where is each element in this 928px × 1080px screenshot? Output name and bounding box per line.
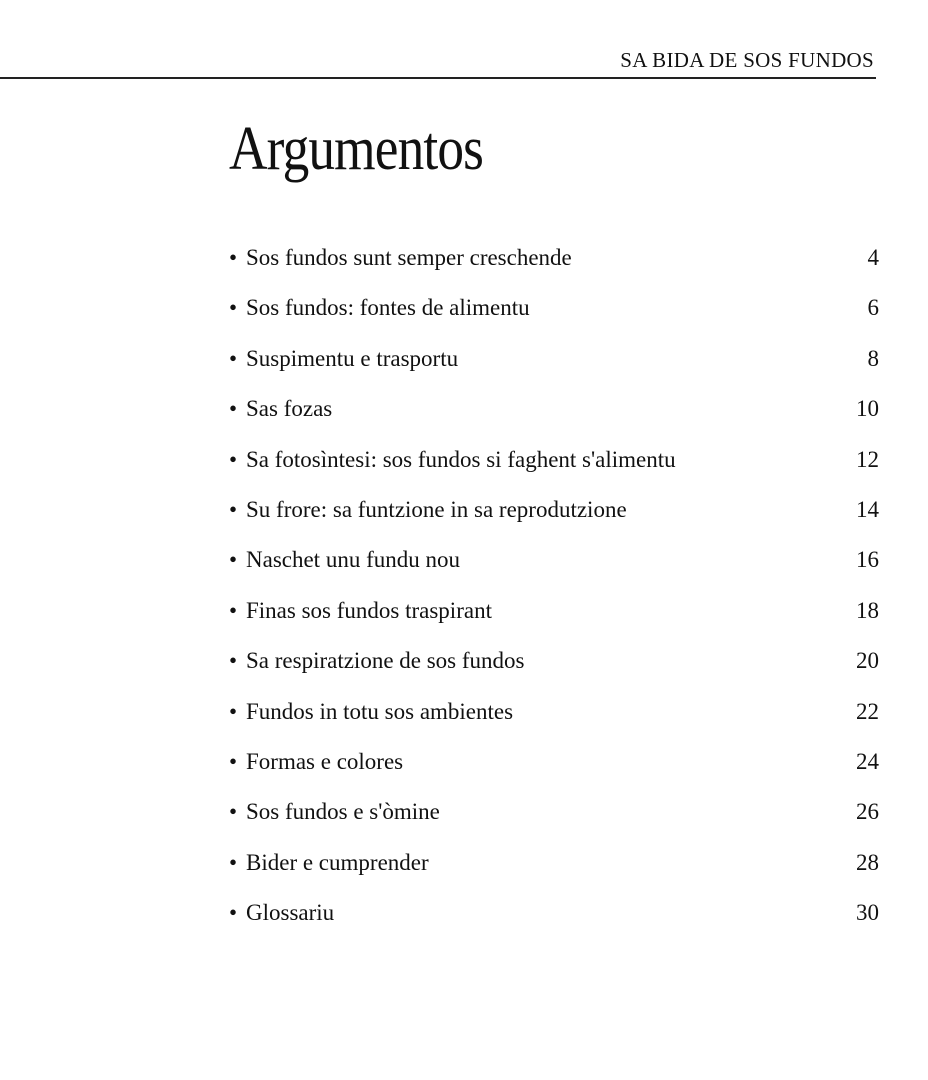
toc-entry-page: 24 xyxy=(856,748,879,774)
toc-entry-label xyxy=(229,490,627,530)
toc-entry-label xyxy=(229,238,572,278)
toc-entry-label xyxy=(229,339,458,379)
toc-entry-6[interactable] xyxy=(229,490,879,540)
bullet-icon: • xyxy=(229,345,238,371)
toc-entry-12[interactable] xyxy=(229,792,879,842)
toc-entry-title: Su frore: sa funtzione in sa reprodutzione xyxy=(246,496,627,522)
bullet-icon: • xyxy=(229,245,238,270)
toc-entry-page: 22 xyxy=(856,698,879,724)
toc-entry-title: Finas sos fundos traspirant xyxy=(246,597,492,623)
toc-entry-label xyxy=(229,591,492,631)
toc-entry-2[interactable] xyxy=(229,288,879,338)
toc-entry-8[interactable] xyxy=(229,591,879,641)
toc-entry-label xyxy=(229,692,513,732)
toc-entry-title: Sos fundos e s'òmine xyxy=(246,799,440,825)
toc-entry-5[interactable] xyxy=(229,440,879,490)
toc-entry-page: 10 xyxy=(856,396,879,422)
toc-entry-title: Fundos in totu sos ambientes xyxy=(246,698,514,724)
bullet-icon: • xyxy=(229,295,238,321)
bullet-icon: • xyxy=(229,648,238,674)
toc-entry-4[interactable] xyxy=(229,389,879,439)
toc-entry-label xyxy=(229,540,460,580)
toc-entry-label xyxy=(229,288,530,328)
toc-entry-page: 16 xyxy=(856,547,879,573)
toc-entry-13[interactable] xyxy=(229,843,879,893)
toc-entry-label xyxy=(229,843,429,883)
toc-entry-title: Suspimentu e trasportu xyxy=(246,345,459,371)
toc-entry-11[interactable] xyxy=(229,742,879,792)
toc-entry-title: Sos fundos: fontes de alimentu xyxy=(246,295,530,321)
toc-entry-7[interactable] xyxy=(229,540,879,590)
toc-entry-label xyxy=(229,893,334,933)
toc-entry-page: 6 xyxy=(867,295,879,321)
toc-entry-title: Bider e cumprender xyxy=(246,849,429,875)
toc-entry-title: Naschet unu fundu nou xyxy=(246,547,460,573)
toc-entry-label xyxy=(229,742,403,782)
bullet-icon: • xyxy=(229,396,238,422)
toc-entry-9[interactable] xyxy=(229,641,879,691)
toc-entry-10[interactable] xyxy=(229,692,879,742)
toc-entry-label xyxy=(229,389,332,429)
bullet-icon: • xyxy=(229,698,238,724)
toc-entry-page: 26 xyxy=(856,799,879,825)
table-of-contents xyxy=(229,238,879,943)
toc-entry-title: Formas e colores xyxy=(246,748,404,774)
bullet-icon: • xyxy=(229,597,238,623)
toc-entry-page: 12 xyxy=(856,446,879,472)
bullet-icon: • xyxy=(229,446,238,472)
toc-entry-title: Glossariu xyxy=(246,900,335,926)
running-header: SA BIDA DE SOS FUNDOS xyxy=(620,48,874,72)
page-title: Argumentos xyxy=(229,115,484,183)
toc-entry-label xyxy=(229,440,676,480)
toc-entry-page: 28 xyxy=(856,849,879,875)
toc-entry-title: Sas fozas xyxy=(246,396,333,422)
toc-entry-14[interactable] xyxy=(229,893,879,943)
toc-entry-label xyxy=(229,641,525,681)
bullet-icon: • xyxy=(229,496,238,522)
bullet-icon: • xyxy=(229,799,238,825)
toc-entry-title: Sa respiratzione de sos fundos xyxy=(246,648,525,674)
bullet-icon: • xyxy=(229,547,238,573)
toc-entry-page: 18 xyxy=(856,597,879,623)
toc-entry-page: 20 xyxy=(856,648,879,674)
toc-entry-label xyxy=(229,792,440,832)
toc-entry-page: 14 xyxy=(856,496,879,522)
toc-entry-1[interactable] xyxy=(229,238,879,288)
bullet-icon: • xyxy=(229,900,238,926)
toc-entry-title: Sos fundos sunt semper creschende xyxy=(246,245,572,270)
header-rule xyxy=(0,77,876,79)
bullet-icon: • xyxy=(229,849,238,875)
bullet-icon: • xyxy=(229,748,238,774)
toc-entry-page: 4 xyxy=(867,245,879,270)
toc-entry-title: Sa fotosìntesi: sos fundos si faghent s'alimentu xyxy=(246,446,676,472)
toc-entry-3[interactable] xyxy=(229,339,879,389)
toc-entry-page: 30 xyxy=(856,900,879,926)
toc-entry-page: 8 xyxy=(867,345,879,371)
